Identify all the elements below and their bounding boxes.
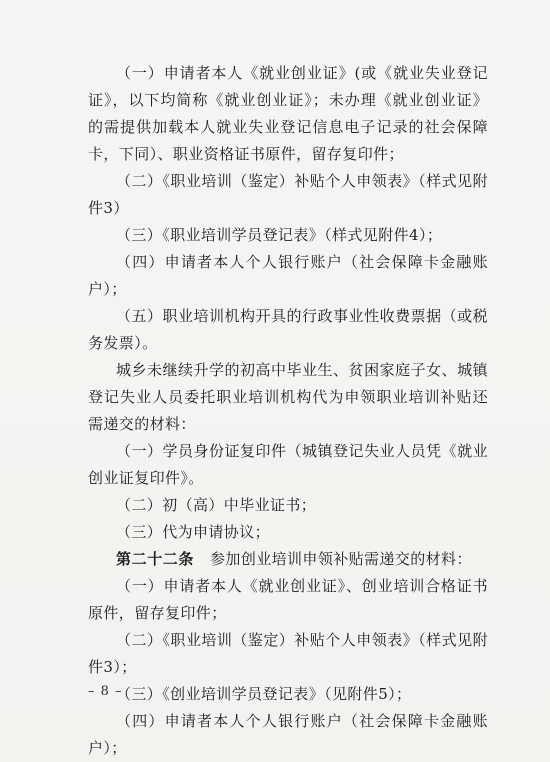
clause-1-1: （一）申请者本人《就业创业证》(或《就业失业登记证》，以下均简称《就业创业证》；未办理《就业创业证》的需提供加载本人就业失业登记信息电子记录的社会保障卡，下同）、职业资格证书原件，留存复印件； <box>88 64 488 163</box>
clause-2-1: （一）学员身份证复印件（城镇登记失业人员凭《就业创业证复印件》。 <box>88 442 488 487</box>
clause-3-3: （三）《创业培训学员登记表》（见附件5）； <box>116 685 412 703</box>
article-heading: 第二十二条 <box>116 550 195 568</box>
clause-1-2: （二）《职业培训（鉴定）补贴个人申领表》（样式见附件3） <box>88 172 488 217</box>
page-number: – 8 – <box>88 684 123 699</box>
clause-2-2: （二）初（高）中毕业证书； <box>116 496 317 514</box>
clause-1-4: （四）申请者本人个人银行账户（社会保障卡金融账户）； <box>88 253 488 298</box>
article-text: 参加创业培训申领补贴需递交的材料： <box>210 550 472 568</box>
clause-3-4: （四）申请者本人个人银行账户（社会保障卡金融账户）； <box>88 712 488 757</box>
clause-2-3: （三）代为申请协议； <box>116 523 271 541</box>
paragraph-entrusted-applicants: 城乡未继续升学的初高中毕业生、贫困家庭子女、城镇登记失业人员委托职业培训机构代为申领职业培训补贴还需递交的材料： <box>88 361 488 433</box>
clause-3-1: （一）申请者本人《就业创业证》、创业培训合格证书原件，留存复印件； <box>88 577 488 622</box>
document-body <box>88 60 488 762</box>
clause-1-5: （五）职业培训机构开具的行政事业性收费票据（或税务发票）。 <box>88 307 488 352</box>
article-22 <box>88 546 488 573</box>
clause-3-2: （二）《职业培训（鉴定）补贴个人申领表》（样式见附件3）； <box>88 631 488 676</box>
clause-1-3: （三）《职业培训学员登记表》（样式见附件4）； <box>116 226 443 244</box>
